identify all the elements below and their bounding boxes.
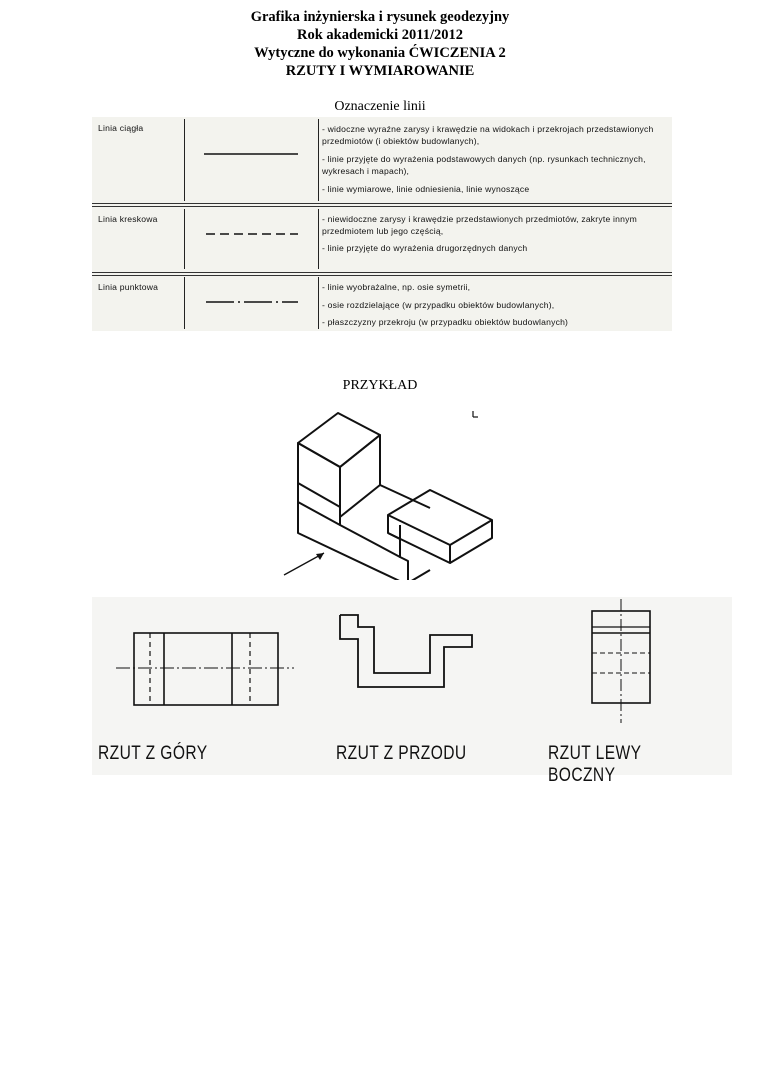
legend-desc-solid-1: - widoczne wyraźne zarysy i krawędzie na widokach i przekrojach przedstawionych przedmiotów (i obiektów budowlanych), bbox=[322, 124, 654, 146]
legend-desc-dashed-2: - linie przyjęte do wyrażenia drugorzędnych danych bbox=[322, 243, 528, 253]
dotdash-line-sample bbox=[204, 299, 304, 305]
front-view-label: RZUT Z PRZODU bbox=[336, 743, 467, 764]
orthographic-views-panel bbox=[92, 597, 732, 786]
legend-desc-dashed-1: - niewidoczne zarysy i krawędzie przedstawionych przedmiotów, zakryte innym przedmiotem lub jego częścią, bbox=[322, 214, 637, 236]
academic-year: Rok akademicki 2011/2012 bbox=[297, 27, 463, 43]
legend-name-dashed: Linia kreskowa bbox=[98, 214, 158, 224]
legend-desc-solid-3: - linie wymiarowe, linie odniesienia, linie wynoszące bbox=[322, 184, 530, 194]
top-view-drawing bbox=[112, 627, 312, 717]
dashed-line-sample bbox=[204, 231, 304, 237]
side-view-label: RZUT LEWY BOCZNY bbox=[548, 743, 642, 786]
course-title: Grafika inżynierska i rysunek geodezyjny bbox=[250, 9, 510, 25]
legend-desc-dotdash-1: - linie wyobrażalne, np. osie symetrii, bbox=[322, 282, 471, 292]
document-header bbox=[0, 8, 760, 80]
legend-caption: Oznaczenie linii bbox=[334, 99, 426, 114]
solid-line-sample bbox=[202, 151, 302, 157]
legend-desc-dotdash-3: - płaszczyzny przekroju (w przypadku obiektów budowlanych) bbox=[322, 317, 569, 327]
exercise-title: Wytyczne do wykonania ĆWICZENIA 2 bbox=[254, 45, 506, 61]
top-view-label: RZUT Z GÓRY bbox=[98, 743, 208, 764]
isometric-example-drawing bbox=[280, 405, 500, 580]
legend-desc-dotdash-2: - osie rozdzielające (w przypadku obiektów budowlanych), bbox=[322, 300, 555, 310]
line-legend-table bbox=[92, 117, 672, 331]
side-view-drawing bbox=[580, 597, 670, 725]
exercise-topic: RZUTY I WYMIAROWANIE bbox=[285, 63, 475, 79]
legend-desc-solid-2: - linie przyjęte do wyrażenia podstawowych danych (np. rysunkach technicznych, wykresach i mapach), bbox=[322, 154, 646, 176]
legend-name-dotdash: Linia punktowa bbox=[98, 282, 159, 292]
example-caption: PRZYKŁAD bbox=[342, 378, 418, 393]
legend-name-solid: Linia ciągła bbox=[98, 123, 144, 133]
front-view-drawing bbox=[330, 611, 490, 701]
